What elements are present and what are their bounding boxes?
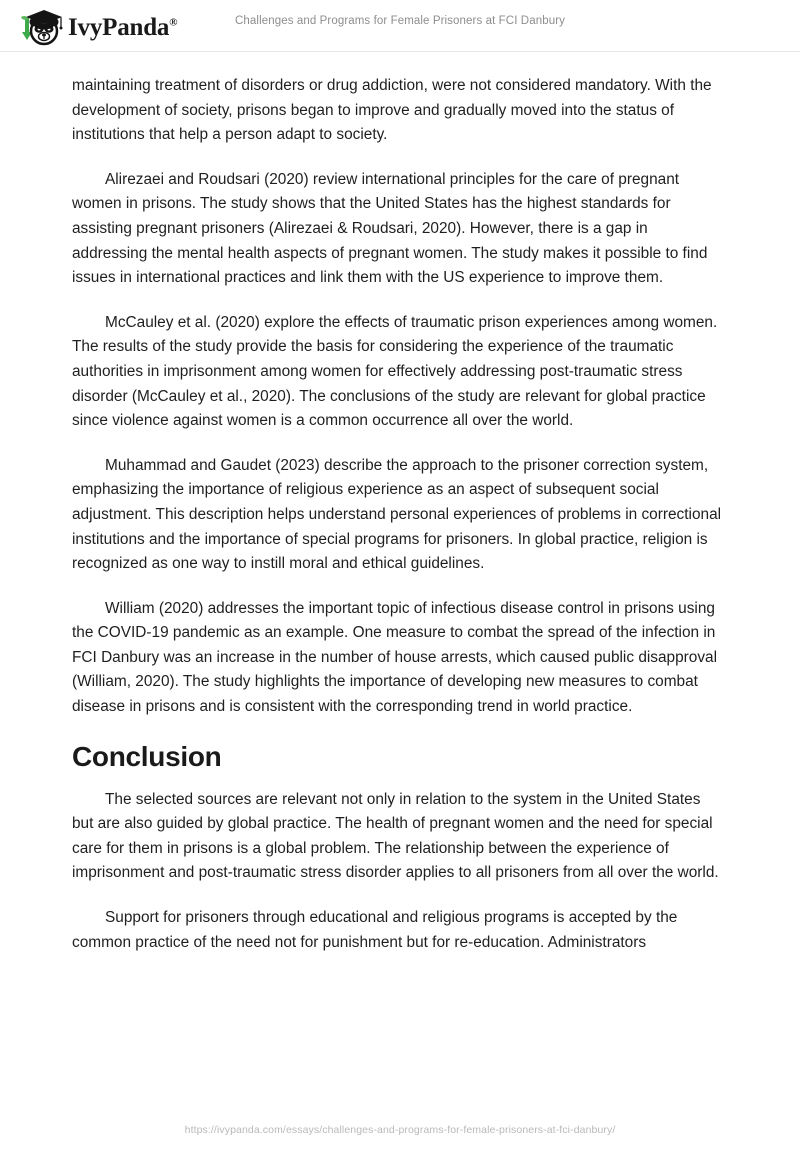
page-header — [0, 0, 800, 52]
body-paragraph: Muhammad and Gaudet (2023) describe the approach to the prisoner correction system, emphasizing the importance of religious experience as an aspect of subsequent social adjustment. This description helps understand personal experiences of problems in correctional institutions and the importance of special programs for prisoners. In global practice, religion is recognized as one way to instill moral and ethical guidelines. — [72, 456, 722, 573]
brand-name: IvyPanda® — [68, 13, 178, 41]
source-url-link[interactable]: https://ivypanda.com/essays/challenges-and-programs-for-female-prisoners-at-fci-danbury/ — [184, 1124, 616, 1136]
document-title: Challenges and Programs for Female Prisoners at FCI Danbury — [235, 15, 565, 27]
body-paragraph: McCauley et al. (2020) explore the effects of traumatic prison experiences among women. The results of the study provide the basis for considering the experience of the traumatic authorities in imprisonment among women for effectively addressing post-traumatic stress disorder (McCauley et al., 2020). The conclusions of the study are relevant for global practice since violence against women is a common occurrence all over the world. — [72, 313, 718, 430]
body-paragraph: The selected sources are relevant not only in relation to the system in the United States but are also guided by global practice. The health of pregnant women and the need for special care for them in prisons is a global problem. The relationship between the experience of imprisonment and post-traumatic stress disorder applies to all prisoners from all over the world. — [72, 790, 719, 882]
body-paragraph: Support for prisoners through educational and religious programs is accepted by the common practice of the need not for punishment but for re-education. Administrators — [72, 909, 678, 951]
article-content — [72, 74, 722, 975]
body-paragraph: William (2020) addresses the important topic of infectious disease control in prisons using the COVID-19 pandemic as an example. One measure to combat the spread of the infection in FCI Danbury was an increase in the number of house arrests, which caused public disapproval (William, 2020). The study highlights the importance of developing new measures to combat disease in prisons and is consistent with the corresponding trend in world practice. — [72, 599, 718, 716]
section-heading: Conclusion — [72, 740, 222, 772]
body-paragraph: Alirezaei and Roudsari (2020) review international principles for the care of pregnant women in prisons. The study shows that the United States has the highest standards for assisting pregnant prisoners (Alirezaei & Roudsari, 2020). However, there is a gap in addressing the mental health aspects of pregnant women. The study makes it possible to find issues in international practices and link them with the US experience to improve them. — [72, 170, 708, 287]
body-paragraph: maintaining treatment of disorders or drug addiction, were not considered mandatory. With the development of society, prisons began to improve and gradually moved into the status of institutions that help a person adapt to society. — [72, 77, 712, 144]
page-footer — [0, 1120, 800, 1138]
registered-mark-icon: ® — [169, 16, 178, 29]
